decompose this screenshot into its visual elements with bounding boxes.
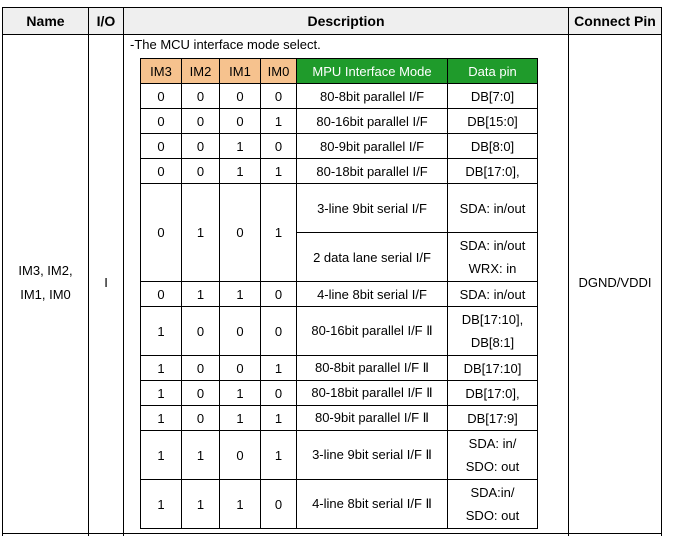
pin-line: DB[17:10], xyxy=(461,312,524,327)
connect-pin-cell: DGND/VDDI xyxy=(578,274,652,290)
im2-value: 1 xyxy=(182,282,220,307)
table-row xyxy=(141,406,538,431)
pin-value: DB[7:0] xyxy=(448,84,538,109)
pin-line: SDA:in/ xyxy=(470,485,515,500)
interface-mode-table xyxy=(140,58,538,529)
pin-value: DB[8:0] xyxy=(448,134,538,159)
im1-value: 0 xyxy=(220,109,261,134)
im3-value: 1 xyxy=(141,356,182,381)
header-name: Name xyxy=(3,8,88,34)
pin-line: SDA: in/out xyxy=(459,238,526,253)
im0-value: 1 xyxy=(261,184,297,282)
im0-value: 0 xyxy=(261,282,297,307)
im3-value: 0 xyxy=(141,134,182,159)
pin-line: DB[8:1] xyxy=(470,335,515,350)
pin-line: SDO: out xyxy=(465,459,520,474)
im2-value: 0 xyxy=(182,307,220,356)
im1-value: 1 xyxy=(220,480,261,529)
im2-value: 0 xyxy=(182,84,220,109)
table-row xyxy=(141,356,538,381)
table-row xyxy=(141,381,538,406)
pin-value: DB[17:0], xyxy=(448,381,538,406)
pin-value: DB[17:9] xyxy=(448,406,538,431)
im0-value: 0 xyxy=(261,480,297,529)
im2-value: 0 xyxy=(182,159,220,184)
table-row xyxy=(141,307,538,356)
header-description: Description xyxy=(124,8,568,34)
header-connect-pin: Connect Pin xyxy=(569,8,661,34)
im1-value: 1 xyxy=(220,159,261,184)
im2-value: 0 xyxy=(182,134,220,159)
im0-value: 1 xyxy=(261,356,297,381)
im0-value: 0 xyxy=(261,307,297,356)
mode-value: 80-18bit parallel I/F Ⅱ xyxy=(297,381,448,406)
table-row xyxy=(141,134,538,159)
pin-value xyxy=(448,480,538,529)
im1-value: 0 xyxy=(220,307,261,356)
im3-value: 1 xyxy=(141,431,182,480)
im2-value: 0 xyxy=(182,381,220,406)
im0-value: 0 xyxy=(261,84,297,109)
mode-value: 80-9bit parallel I/F xyxy=(297,134,448,159)
table-row xyxy=(141,480,538,529)
im3-value: 0 xyxy=(141,84,182,109)
im0-value: 1 xyxy=(261,406,297,431)
col-im3: IM3 xyxy=(141,59,182,84)
im2-value: 1 xyxy=(182,480,220,529)
table-row xyxy=(141,282,538,307)
mode-value: 80-9bit parallel I/F Ⅱ xyxy=(297,406,448,431)
mode-value: 80-18bit parallel I/F xyxy=(297,159,448,184)
pin-value: SDA: in/out xyxy=(448,282,538,307)
pin-value: DB[15:0] xyxy=(448,109,538,134)
table-row xyxy=(141,84,538,109)
pin-value xyxy=(448,307,538,356)
im1-value: 1 xyxy=(220,406,261,431)
im3-value: 1 xyxy=(141,406,182,431)
im1-value: 0 xyxy=(220,184,261,282)
col-im2: IM2 xyxy=(182,59,220,84)
im1-value: 0 xyxy=(220,84,261,109)
pin-line: SDO: out xyxy=(465,508,520,523)
im3-value: 1 xyxy=(141,307,182,356)
mode-value: 4-line 8bit serial I/F xyxy=(297,282,448,307)
description-intro: -The MCU interface mode select. xyxy=(130,37,321,52)
pin-name-line1: IM3, IM2, xyxy=(18,263,73,278)
im3-value: 0 xyxy=(141,184,182,282)
pin-value: DB[17:0], xyxy=(448,159,538,184)
pin-value: DB[17:10] xyxy=(448,356,538,381)
im2-value: 0 xyxy=(182,406,220,431)
im0-value: 0 xyxy=(261,134,297,159)
mode-value: 80-16bit parallel I/F xyxy=(297,109,448,134)
mode-value: 2 data lane serial I/F xyxy=(297,233,448,282)
mode-value: 3-line 9bit serial I/F xyxy=(297,184,448,233)
mode-value: 80-8bit parallel I/F xyxy=(297,84,448,109)
col-im0: IM0 xyxy=(261,59,297,84)
im2-value: 0 xyxy=(182,109,220,134)
table-row xyxy=(141,431,538,480)
im0-value: 1 xyxy=(261,159,297,184)
table-row xyxy=(141,109,538,134)
im1-value: 1 xyxy=(220,134,261,159)
pin-value xyxy=(448,233,538,282)
pin-line: SDA: in/ xyxy=(468,436,517,451)
im3-value: 0 xyxy=(141,282,182,307)
im0-value: 0 xyxy=(261,381,297,406)
im3-value: 1 xyxy=(141,381,182,406)
col-mpu-mode: MPU Interface Mode xyxy=(297,59,448,84)
pin-name-line2: IM1, IM0 xyxy=(20,287,71,302)
io-cell: I xyxy=(104,274,108,290)
im0-value: 1 xyxy=(261,109,297,134)
header-io: I/O xyxy=(89,8,123,34)
im1-value: 1 xyxy=(220,282,261,307)
table-row xyxy=(141,184,538,233)
mode-value: 80-8bit parallel I/F Ⅱ xyxy=(297,356,448,381)
im3-value: 1 xyxy=(141,480,182,529)
mode-value: 4-line 8bit serial I/F Ⅱ xyxy=(297,480,448,529)
pin-value: SDA: in/out xyxy=(448,184,538,233)
pin-line: WRX: in xyxy=(468,261,517,276)
im1-value: 0 xyxy=(220,431,261,480)
im0-value: 1 xyxy=(261,431,297,480)
pin-name-cell xyxy=(3,258,88,308)
im3-value: 0 xyxy=(141,109,182,134)
im1-value: 1 xyxy=(220,381,261,406)
pin-value xyxy=(448,431,538,480)
im2-value: 0 xyxy=(182,356,220,381)
col-im1: IM1 xyxy=(220,59,261,84)
im1-value: 0 xyxy=(220,356,261,381)
im2-value: 1 xyxy=(182,431,220,480)
mode-value: 80-16bit parallel I/F Ⅱ xyxy=(297,307,448,356)
im2-value: 1 xyxy=(182,184,220,282)
im3-value: 0 xyxy=(141,159,182,184)
col-data-pin: Data pin xyxy=(448,59,538,84)
mode-value: 3-line 9bit serial I/F Ⅱ xyxy=(297,431,448,480)
table-row xyxy=(141,159,538,184)
